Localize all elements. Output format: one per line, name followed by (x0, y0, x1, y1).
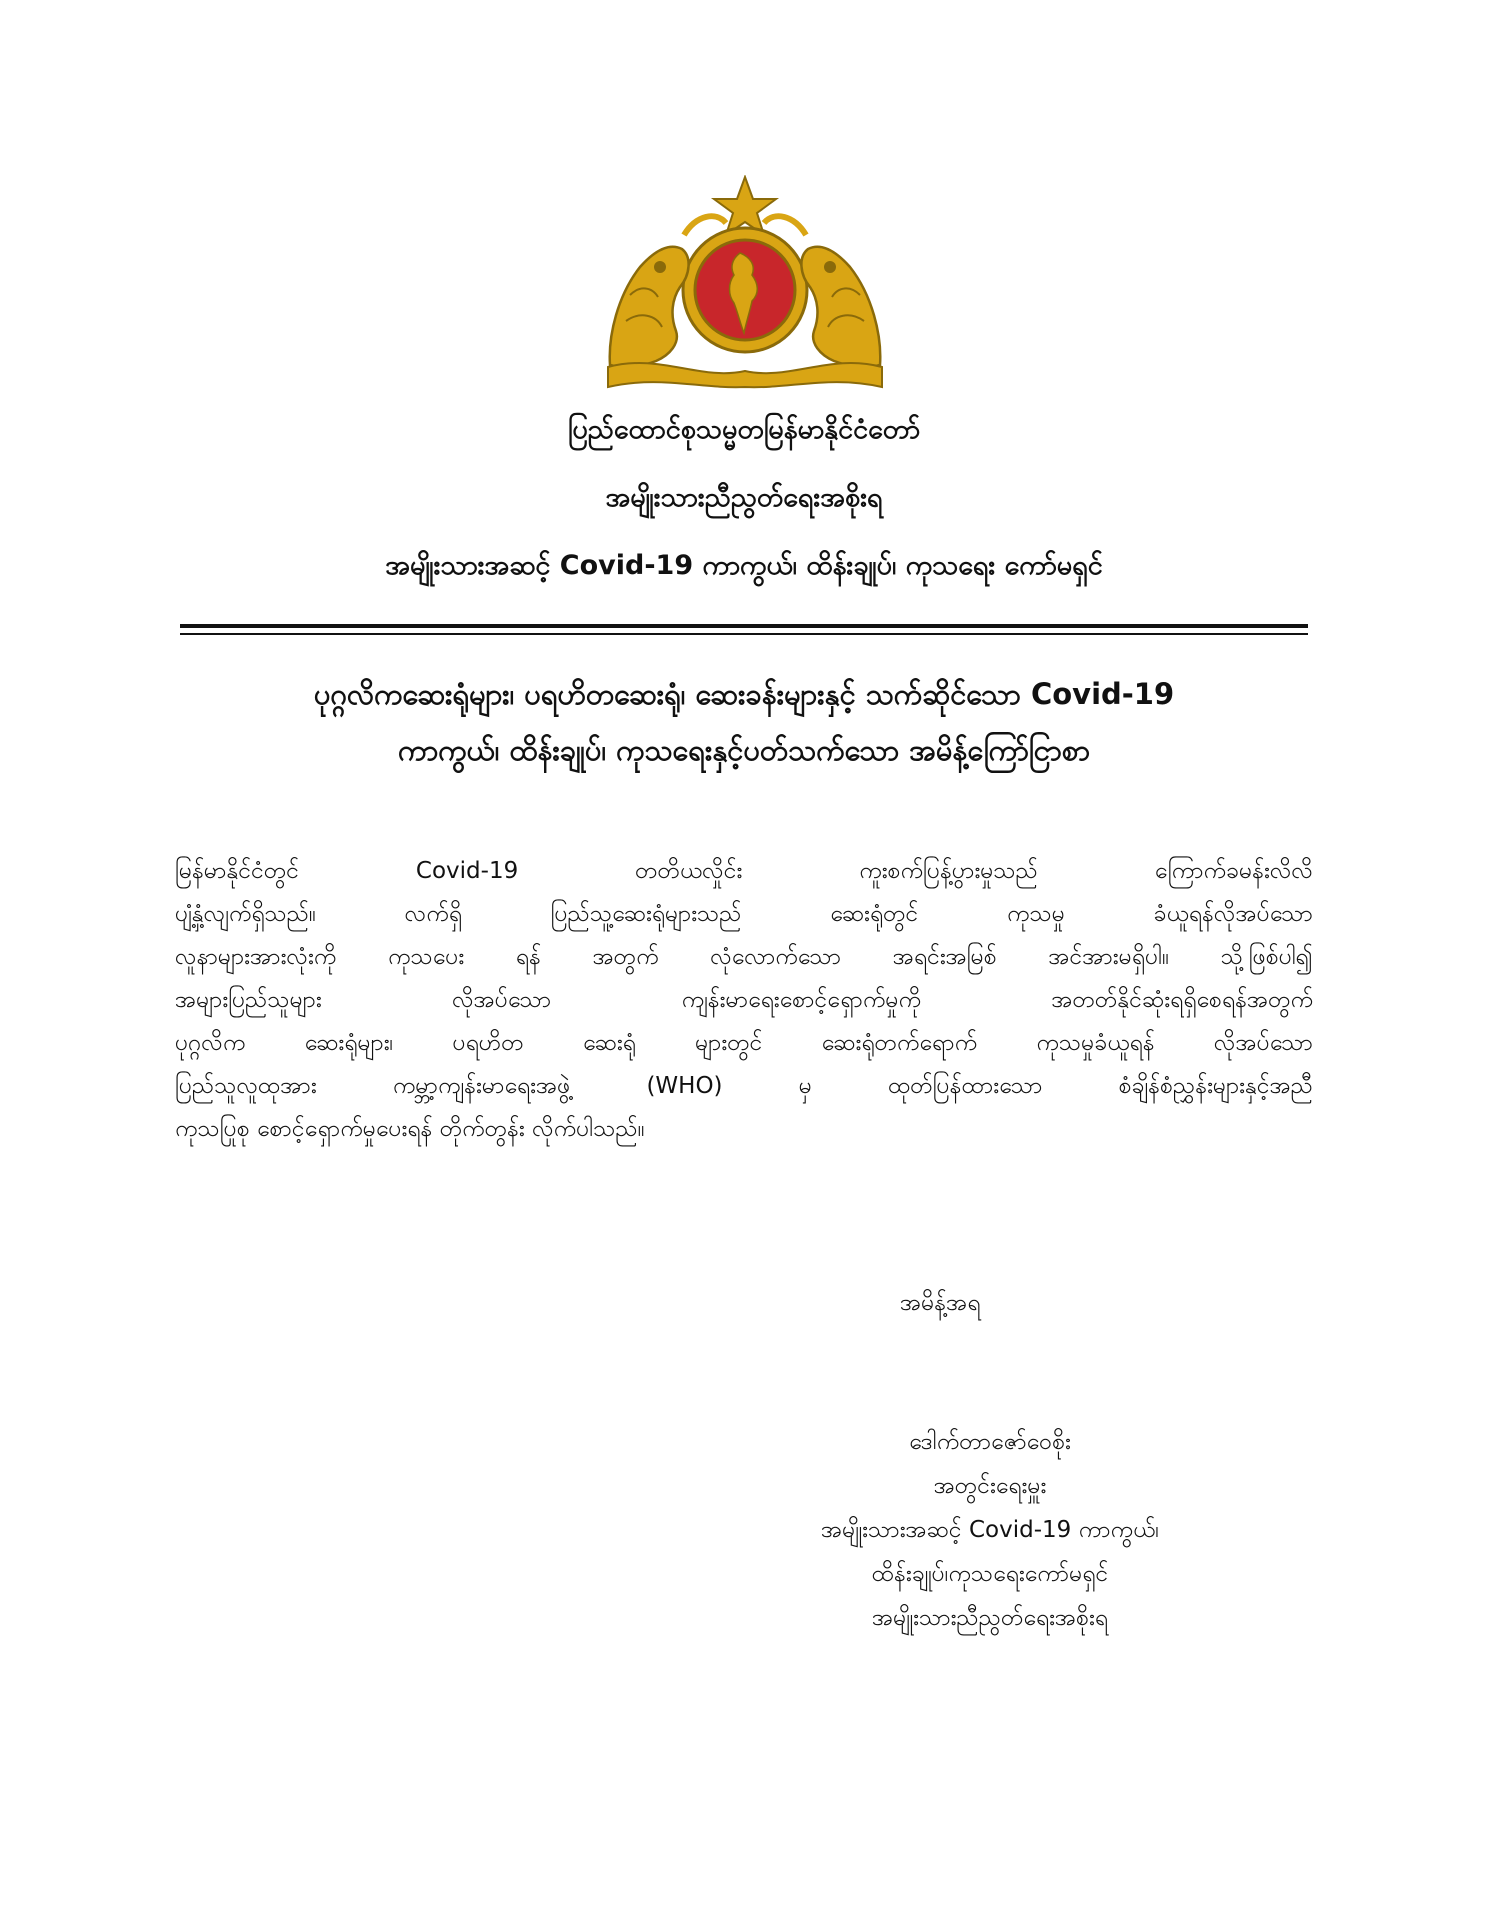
body-paragraph (175, 850, 1313, 1151)
body-line: ကုသပြုစု စောင့်ရှောက်မှုပေးရန် တိုက်တွန်း လိုက်ပါသည်။ (175, 1116, 645, 1142)
order-closing: အမိန့်အရ (900, 1290, 981, 1316)
document-title (150, 666, 1338, 778)
signature-block (730, 1420, 1250, 1640)
header-divider-thick (180, 624, 1308, 628)
title-line-2: ကာကွယ်၊ ထိန်းချုပ်၊ ကုသရေးနှင့်ပတ်သက်သော အမိန့်ကြော်ငြာစာ (397, 733, 1091, 767)
signatory-org-line-1: အမျိုးသားအဆင့် Covid-19 ကာကွယ်၊ (820, 1517, 1160, 1543)
header-country-name: ပြည်ထောင်စုသမ္မတမြန်မာနိုင်ငံတော် (567, 414, 921, 445)
signatory-org-line-2: ထိန်းချုပ်၊ကုသရေးကော်မရှင် (871, 1561, 1109, 1587)
state-emblem-icon (600, 175, 890, 390)
body-line: အများပြည်သူများ လိုအပ်သော ကျန်းမာရေးစောင့်ရှောက်မှုကို အတတ်နိုင်ဆုံးရရှိစေရန်အတွက် (175, 987, 1313, 1013)
signatory-org-line-3: အမျိုးသားညီညွတ်ရေးအစိုးရ (871, 1605, 1109, 1631)
body-line: မြန်မာနိုင်ငံတွင် Covid-19 တတိယလှိုင်း ကူးစက်ပြန့်ပွားမှုသည် ကြောက်ခမန်းလိလိ (175, 858, 1313, 884)
header-divider-thin (180, 633, 1308, 635)
signatory-name: ဒေါက်တာဇော်ဝေစိုး (909, 1429, 1071, 1455)
header-committee-name: အမျိုးသားအဆင့် Covid-19 ကာကွယ်၊ ထိန်းချုပ်၊ ကုသရေး ကော်မရှင် (385, 550, 1103, 581)
title-line-1: ပုဂ္ဂလိကဆေးရုံများ၊ ပရဟိတဆေးရုံ၊ ဆေးခန်းများနှင့် သက်ဆိုင်သော Covid-19 (313, 677, 1175, 711)
body-line: လူနာများအားလုံးကို ကုသပေး ရန် အတွက် လုံလောက်သော အရင်းအမြစ် အင်အားမရှိပါ။ သို့ဖြစ်ပါ၍ (175, 944, 1313, 970)
body-line: ပုဂ္ဂလိက ဆေးရုံများ၊ ပရဟိတ ဆေးရုံ များတွင် ဆေးရုံတက်ရောက် ကုသမှုခံယူရန် လိုအပ်သော (175, 1030, 1313, 1056)
header-government-name: အမျိုးသားညီညွတ်ရေးအစိုးရ (605, 482, 883, 513)
body-line: ပျံ့နှံ့လျက်ရှိသည်။ လက်ရှိ ပြည်သူ့ဆေးရုံများသည် ဆေးရုံတွင် ကုသမှု ခံယူရန်လိုအပ်သော (175, 901, 1313, 927)
signatory-position: အတွင်းရေးမှူး (933, 1473, 1047, 1499)
body-line: ပြည်သူလူထုအား ကမ္ဘာ့ကျန်းမာရေးအဖွဲ့ (WHO) မှ ထုတ်ပြန်ထားသော စံချိန်စံညွှန်းများနှင့်အညီ (175, 1073, 1313, 1099)
